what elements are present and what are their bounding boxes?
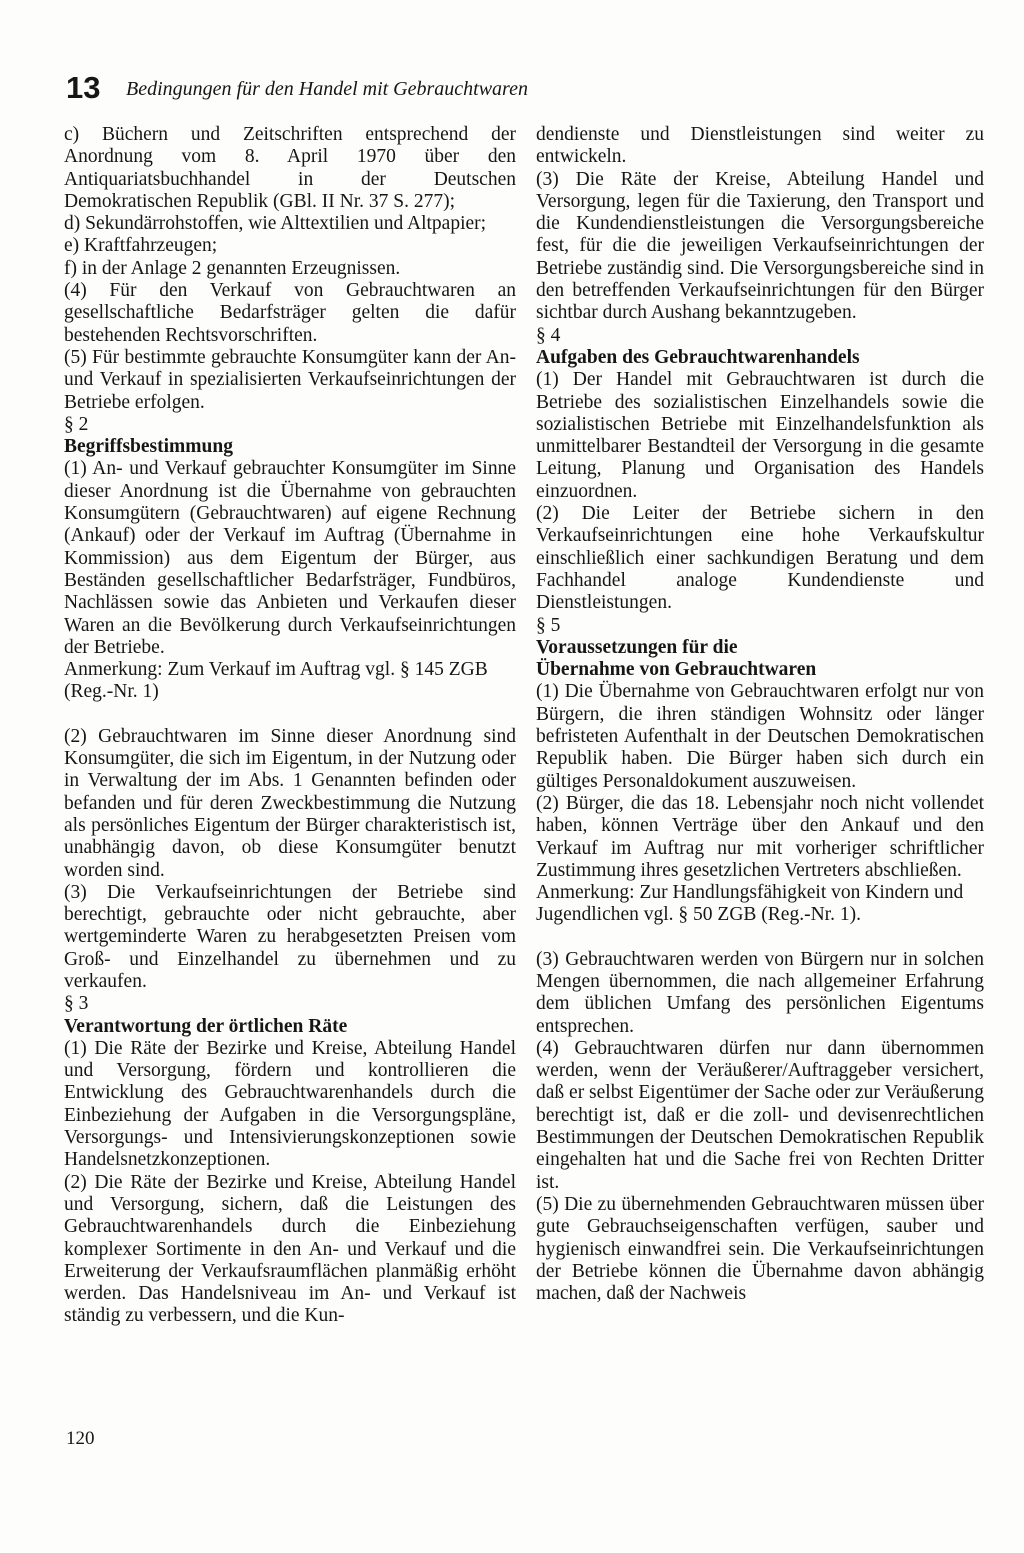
section-number-4: § 4: [536, 324, 561, 346]
paragraph-4-2: (2) Die Leiter der Betriebe sichern in den Verkaufseinrichtungen eine hohe Verkaufskultur einschließlich einer sachkundigen Beratung und dem Fachhandel analoge Kundendienste und Dienstleistungen.: [536, 503, 984, 614]
paragraph-5-3: (3) Gebrauchtwaren werden von Bürgern nur in solchen Mengen übernommen, die nach allgemeiner Erfahrung dem üblichen Umfang des persönlichen Eigentums entsprechen.: [536, 948, 984, 1037]
section-number-3: § 3: [64, 993, 89, 1015]
page-header: [66, 70, 966, 110]
list-item-d: d) Sekundärrohstoffen, wie Alttextilien und Altpapier;: [64, 213, 487, 235]
note-5: Anmerkung: Zur Handlungsfähigkeit von Kindern und Jugendlichen vgl. § 50 ZGB (Reg.-Nr. 1).: [536, 882, 964, 926]
paragraph-2-2: (2) Gebrauchtwaren im Sinne dieser Anordnung sind Konsumgüter, die sich im Eigentum, in der Nutzung oder in Verwaltung der im Abs. 1 Genannten befinden oder befanden und für deren Zweckbestimmung die Nutzung als persönliches Eigentum der Bürger charakteristisch ist, unabhängig davon, ob diese Konsumgüter benutzt worden sind.: [64, 725, 516, 881]
left-column: [64, 124, 516, 1328]
paragraph-5-4: (4) Gebrauchtwaren dürfen nur dann übernommen werden, wenn der Veräußerer/Auftraggeber versichert, daß er selbst Eigentümer der Sache oder zur Veräußerung berechtigt ist, daß er die zoll- und devisenrechtlichen Bestimmungen der Deutschen Demokratischen Republik eingehalten hat und die Sache frei von Rechten Dritter ist.: [536, 1037, 984, 1193]
note-2: Anmerkung: Zum Verkauf im Auftrag vgl. § 145 ZGB (Reg.-Nr. 1): [64, 659, 488, 703]
paragraph-2-1: (1) An- und Verkauf gebrauchter Konsumgüter im Sinne dieser Anordnung ist die Übernahme von gebrauchten Konsumgütern (Gebrauchtwaren) auf eigene Rechnung (Ankauf) oder der Verkauf im Auftrag (Übernahme in Kommission) aus dem Eigentum der Bürger, aus Beständen gesellschaftlicher Bedarfsträger, Fundbüros, Nachlässen sowie das Anbieten und Verkaufen dieser Waren an die Bevölkerung durch Verkaufseinrichtungen der Betriebe.: [64, 458, 516, 658]
section-title-5-line-1: Voraussetzungen für die: [536, 636, 738, 658]
list-item-e: e) Kraftfahrzeugen;: [64, 235, 218, 257]
paragraph-5-5: (5) Die zu übernehmenden Gebrauchtwaren müssen über gute Gebrauchseigenschaften verfügen, sauber und hygienisch einwandfrei sein. Die Verkaufseinrichtungen der Betriebe können die Übernahme davon abhängig machen, daß der Nachweis: [536, 1193, 984, 1305]
paragraph-1-5: (5) Für bestimmte gebrauchte Konsumgüter kann der An- und Verkauf in spezialisierten Verkaufseinrichtungen der Betriebe erfolgen.: [64, 346, 516, 413]
paragraph-3-2: (2) Die Räte der Bezirke und Kreise, Abteilung Handel und Versorgung, sichern, daß die Leistungen des Gebrauchtwarenhandels durch die Einbeziehung komplexer Sortimente in den An- und Verkauf und die Erweiterung der Verkaufsraumflächen planmäßig erhöht werden. Das Handelsniveau im An- und Verkauf ist ständig zu verbessern, und die Kun-: [64, 1171, 516, 1327]
section-title-3: Verantwortung der örtlichen Räte: [64, 1015, 348, 1037]
chapter-number: 13: [66, 70, 101, 105]
list-item-f: f) in der Anlage 2 genannten Erzeugnissen.: [64, 257, 401, 279]
paragraph-1-4: (4) Für den Verkauf von Gebrauchtwaren an gesellschaftliche Bedarfsträger gelten die dafür bestehenden Rechtsvorschriften.: [64, 280, 516, 346]
running-title: Bedingungen für den Handel mit Gebrauchtwaren: [126, 78, 528, 100]
section-number-5: § 5: [536, 614, 561, 636]
paragraph-3-3: (3) Die Räte der Kreise, Abteilung Handel und Versorgung, legen für die Taxierung, den Transport und die Kundendienstleistungen die Versorgungsbereiche fest, für die die jeweiligen Verkaufseinrichtungen der Betriebe zuständig sind. Die Versorgungsbereiche sind in den betreffenden Verkaufseinrichtungen für den Bürger sichtbar durch Aushang bekanntzugeben.: [536, 168, 984, 324]
section-title-5-line-2: Übernahme von Gebrauchtwaren: [536, 659, 817, 681]
list-item-c: c) Büchern und Zeitschriften entsprechend der Anordnung vom 8. April 1970 über den Antiquariatsbuchhandel in der Deutschen Demokratischen Republik (GBl. II Nr. 37 S. 277);: [64, 124, 516, 212]
paragraph-3-1: (1) Die Räte der Bezirke und Kreise, Abteilung Handel und Versorgung, fördern und kontrollieren die Entwicklung des Gebrauchtwarenhandels durch die Einbeziehung der Aufgaben in die Versorgungspläne, Versorgungs- und Intensivierungskonzeptionen sowie Handelsnetzkonzeptionen.: [64, 1037, 516, 1171]
right-column: [536, 124, 984, 1305]
paragraph-5-2: (2) Bürger, die das 18. Lebensjahr noch nicht vollendet haben, können Verträge über den Ankauf und den Verkauf im Auftrag nur mit vorheriger schriftlicher Zustimmung ihres gesetzlichen Vertreters abschließen.: [536, 792, 984, 881]
page-number: 120: [66, 1428, 95, 1449]
paragraph-continuation: dendienste und Dienstleistungen sind weiter zu entwickeln.: [536, 124, 984, 168]
section-number-2: § 2: [64, 413, 89, 435]
section-title-4: Aufgaben des Gebrauchtwarenhandels: [536, 346, 860, 368]
paragraph-5-1: (1) Die Übernahme von Gebrauchtwaren erfolgt nur von Bürgern, die ihren ständigen Wohnsitz oder länger befristeten Aufenthalt in der Deutschen Demokratischen Republik haben. Die Bürger haben sich durch ein gültiges Personaldokument auszuweisen.: [536, 681, 984, 792]
section-title-2: Begriffsbestimmung: [64, 436, 233, 458]
paragraph-4-1: (1) Der Handel mit Gebrauchtwaren ist durch die Betriebe des sozialistischen Einzelhandels sowie die sozialistischen Betriebe mit Einzelhandelsfunktion als unmittelbarer Bestandteil der Versorgung in die gesamte Leitung, Planung und Organisation des Handels einzuordnen.: [536, 369, 984, 502]
paragraph-2-3: (3) Die Verkaufseinrichtungen der Betriebe sind berechtigt, gebrauchte oder nicht gebrauchte, aber wertgeminderte Waren zu herabgesetzten Preisen vom Groß- und Einzelhandel zu übernehmen und zu verkaufen.: [64, 881, 516, 992]
